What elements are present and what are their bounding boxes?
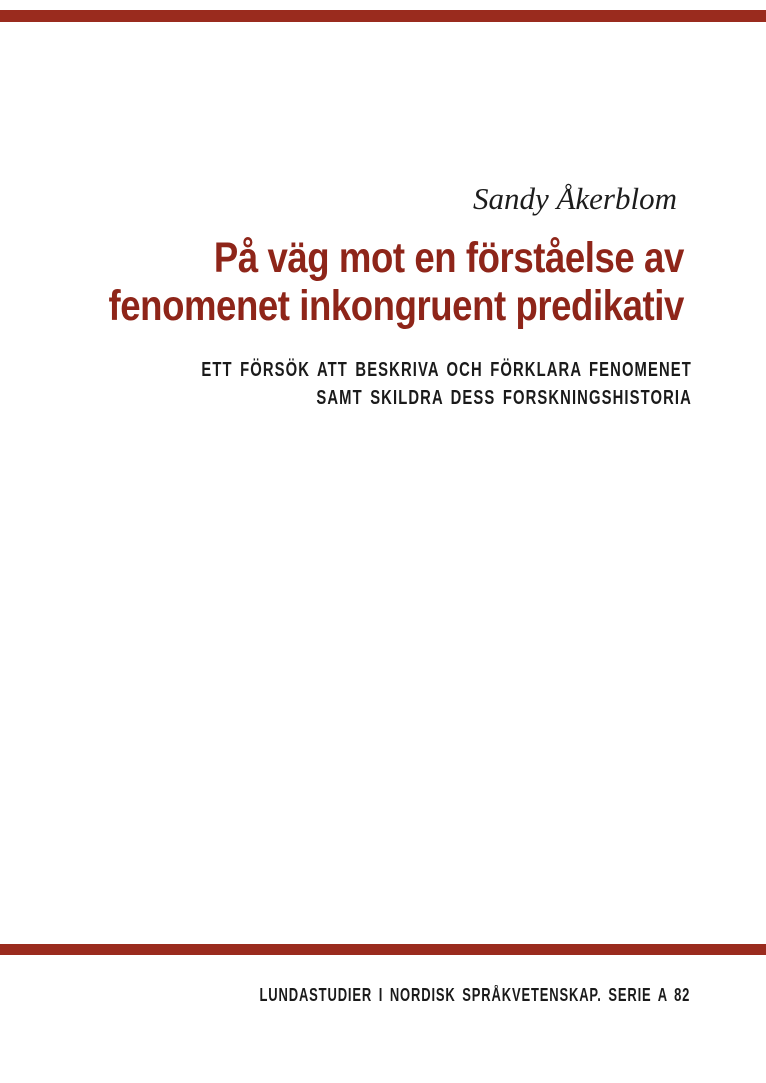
author-name: Sandy Åkerblom (472, 181, 677, 216)
top-rule (0, 10, 766, 22)
book-title (109, 234, 684, 330)
book-subtitle (201, 356, 692, 412)
book-title-line2: fenomenet inkongruent predikativ (108, 282, 684, 330)
book-subtitle-line2: SAMT SKILDRA DESS FORSKNINGSHISTORIA (316, 387, 692, 409)
book-title-line1: På väg mot en förståelse av (214, 234, 684, 282)
series-label: LUNDASTUDIER I NORDISK SPRÅKVETENSKAP. SERIE A 82 (259, 985, 690, 1005)
book-subtitle-line1: ETT FÖRSÖK ATT BESKRIVA OCH FÖRKLARA FENOMENET (201, 359, 692, 381)
bottom-rule (0, 944, 766, 955)
